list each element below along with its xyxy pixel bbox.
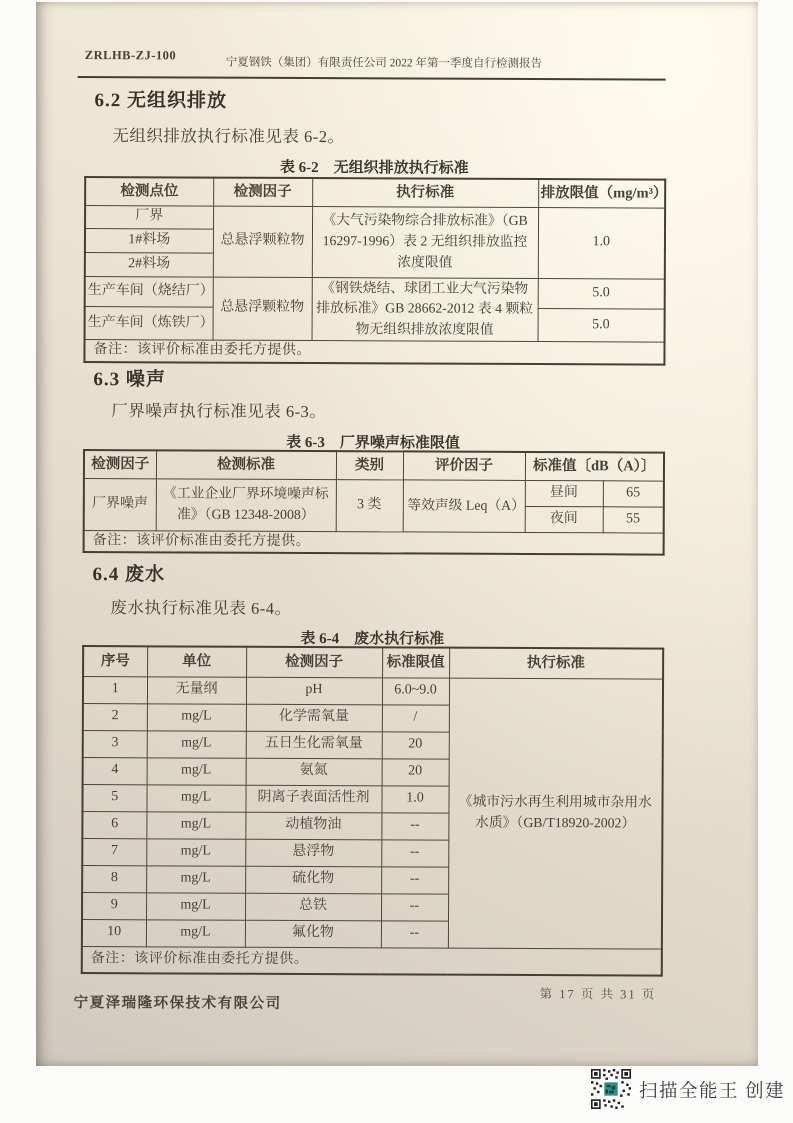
col-header: 类别 — [336, 451, 403, 479]
no-cell: 9 — [82, 892, 146, 919]
no-cell: 6 — [82, 811, 146, 838]
eval-factor-cell: 等效声级 Leq（A） — [403, 479, 525, 532]
factor-cell: 动植物油 — [245, 812, 381, 840]
table-note: 备注：该评价标准由委托方提供。 — [84, 530, 664, 555]
col-header: 检测因子 — [213, 178, 312, 206]
site-cell: 1#料场 — [85, 228, 213, 253]
table-6-3 — [83, 449, 665, 556]
factor-cell: 五日生化需氧量 — [246, 731, 382, 759]
page-content — [31, 2, 758, 1069]
factor-cell: 厂界噪声 — [84, 478, 156, 530]
value-cell: 65 — [603, 480, 664, 506]
table-row — [85, 177, 665, 208]
table-row — [84, 478, 664, 507]
value-cell: 55 — [603, 506, 664, 532]
site-cell: 2#料场 — [85, 252, 213, 277]
col-header: 标准值〔dB（A）〕 — [525, 452, 664, 481]
limit-cell: 20 — [382, 758, 449, 785]
table-6-2-caption: 表 6-2 无组织排放执行标准 — [279, 159, 469, 177]
no-cell: 7 — [82, 838, 146, 865]
factor-cell: 氨氮 — [246, 758, 382, 786]
limit-cell: -- — [381, 920, 448, 947]
unit-cell: mg/L — [146, 919, 245, 946]
no-cell: 8 — [82, 865, 146, 892]
section-heading-6-2: 6.2 无组织排放 — [94, 90, 228, 112]
table-row — [83, 646, 663, 679]
exec-standard-cell: 《城市污水再生利用城市杂用水水质》（GB/T18920-2002） — [448, 678, 663, 949]
no-cell: 4 — [83, 757, 147, 784]
factor-cell: 总铁 — [245, 893, 381, 921]
limit-cell: -- — [381, 812, 448, 839]
factor-cell: 氟化物 — [245, 920, 381, 948]
no-cell: 1 — [83, 676, 147, 703]
limit-cell: -- — [381, 866, 448, 893]
standard-cell: 《工业企业厂界环境噪声标准》（GB 12348-2008） — [156, 478, 336, 531]
unit-cell: 无量纲 — [147, 676, 246, 703]
unit-cell: mg/L — [147, 730, 246, 757]
table-6-4-caption: 表 6-4 废水执行标准 — [300, 630, 445, 648]
limit-cell: 1.0 — [538, 207, 665, 279]
category-cell: 3 类 — [336, 479, 403, 531]
period-cell: 夜间 — [525, 506, 603, 532]
unit-cell: mg/L — [146, 838, 245, 865]
section-heading-6-3: 6.3 噪声 — [93, 369, 166, 391]
standard-cell: 《钢铁烧结、球团工业大气污染物排放标准》GB 28662-2012 表 4 颗粒物无组织排放浓度限值 — [312, 277, 538, 341]
no-cell: 3 — [83, 730, 147, 757]
table-note-row — [84, 339, 664, 365]
col-header: 评价因子 — [403, 451, 525, 480]
table-row — [83, 676, 663, 706]
table-row — [85, 276, 665, 309]
col-header: 检测因子 — [84, 450, 156, 478]
section-intro-6-4: 废水执行标准见表 6-4。 — [110, 598, 292, 618]
no-cell: 5 — [82, 784, 146, 811]
limit-cell: 5.0 — [538, 278, 665, 310]
paper-sheet — [36, 2, 758, 1066]
factor-cell: 硫化物 — [245, 866, 381, 894]
factor-cell: 悬浮物 — [245, 839, 381, 867]
col-header: 检测标准 — [156, 450, 336, 479]
unit-cell: mg/L — [146, 865, 245, 892]
table-row — [84, 450, 664, 481]
section-intro-6-2: 无组织排放执行标准见表 6-2。 — [112, 126, 345, 147]
camscanner-watermark-label: 扫描全能王 创建 — [639, 1082, 786, 1102]
table-note-row — [84, 530, 664, 555]
col-header: 检测点位 — [85, 177, 213, 206]
no-cell: 10 — [82, 919, 146, 946]
table-6-4 — [81, 645, 664, 977]
table-note: 备注：该评价标准由委托方提供。 — [84, 339, 664, 365]
footer-company: 宁夏泽瑞隆环保技术有限公司 — [73, 994, 282, 1012]
col-header: 检测因子 — [246, 647, 382, 678]
table-6-3-caption: 表 6-3 厂界噪声标准限值 — [286, 434, 460, 452]
doc-code: ZRLHB-ZJ-100 — [84, 48, 177, 63]
col-header: 标准限值 — [382, 647, 449, 677]
col-header: 执行标准 — [312, 178, 538, 207]
unit-cell: mg/L — [146, 784, 245, 811]
factor-cell: pH — [246, 677, 382, 705]
limit-cell: / — [382, 704, 449, 731]
unit-cell: mg/L — [146, 892, 245, 919]
table-row — [85, 205, 665, 231]
limit-cell: 1.0 — [381, 785, 448, 812]
table-6-2 — [83, 176, 666, 366]
unit-cell: mg/L — [147, 703, 246, 730]
site-cell: 厂界 — [85, 205, 213, 229]
section-heading-6-4: 6.4 废水 — [92, 564, 166, 586]
footer-page-number: 第 17 页 共 31 页 — [539, 987, 657, 1002]
unit-cell: mg/L — [146, 811, 245, 838]
qr-code-icon — [591, 1069, 631, 1109]
limit-cell: 20 — [382, 731, 449, 758]
limit-cell: 5.0 — [538, 309, 665, 342]
col-header: 执行标准 — [449, 648, 663, 679]
factor-cell: 阴离子表面活性剂 — [245, 785, 381, 813]
section-intro-6-3: 厂界噪声执行标准见表 6-3。 — [111, 401, 327, 422]
period-cell: 昼间 — [525, 480, 603, 506]
limit-cell: 6.0~9.0 — [382, 677, 449, 704]
factor-cell: 总悬浮颗粒物 — [213, 277, 312, 340]
no-cell: 2 — [83, 703, 147, 730]
col-header: 排放限值（mg/m³） — [538, 179, 665, 208]
table-note-row — [82, 946, 662, 976]
limit-cell: -- — [381, 893, 448, 920]
doc-header-title: 宁夏钢铁（集团）有限责任公司 2022 年第一季度自行检测报告 — [225, 56, 543, 71]
standard-cell: 《大气污染物综合排放标准》（GB 16297-1996）表 2 无组织排放监控浓度限值 — [312, 206, 538, 278]
factor-cell: 化学需氧量 — [246, 704, 382, 732]
col-header: 单位 — [147, 646, 246, 676]
unit-cell: mg/L — [147, 757, 246, 784]
site-cell: 生产车间（炼铁厂） — [85, 307, 213, 340]
table-note: 备注：该评价标准由委托方提供。 — [82, 946, 662, 976]
factor-cell: 总悬浮颗粒物 — [213, 206, 312, 277]
limit-cell: -- — [381, 839, 448, 866]
site-cell: 生产车间（烧结厂） — [85, 276, 213, 308]
header-rule — [78, 76, 666, 81]
col-header: 序号 — [83, 646, 147, 676]
